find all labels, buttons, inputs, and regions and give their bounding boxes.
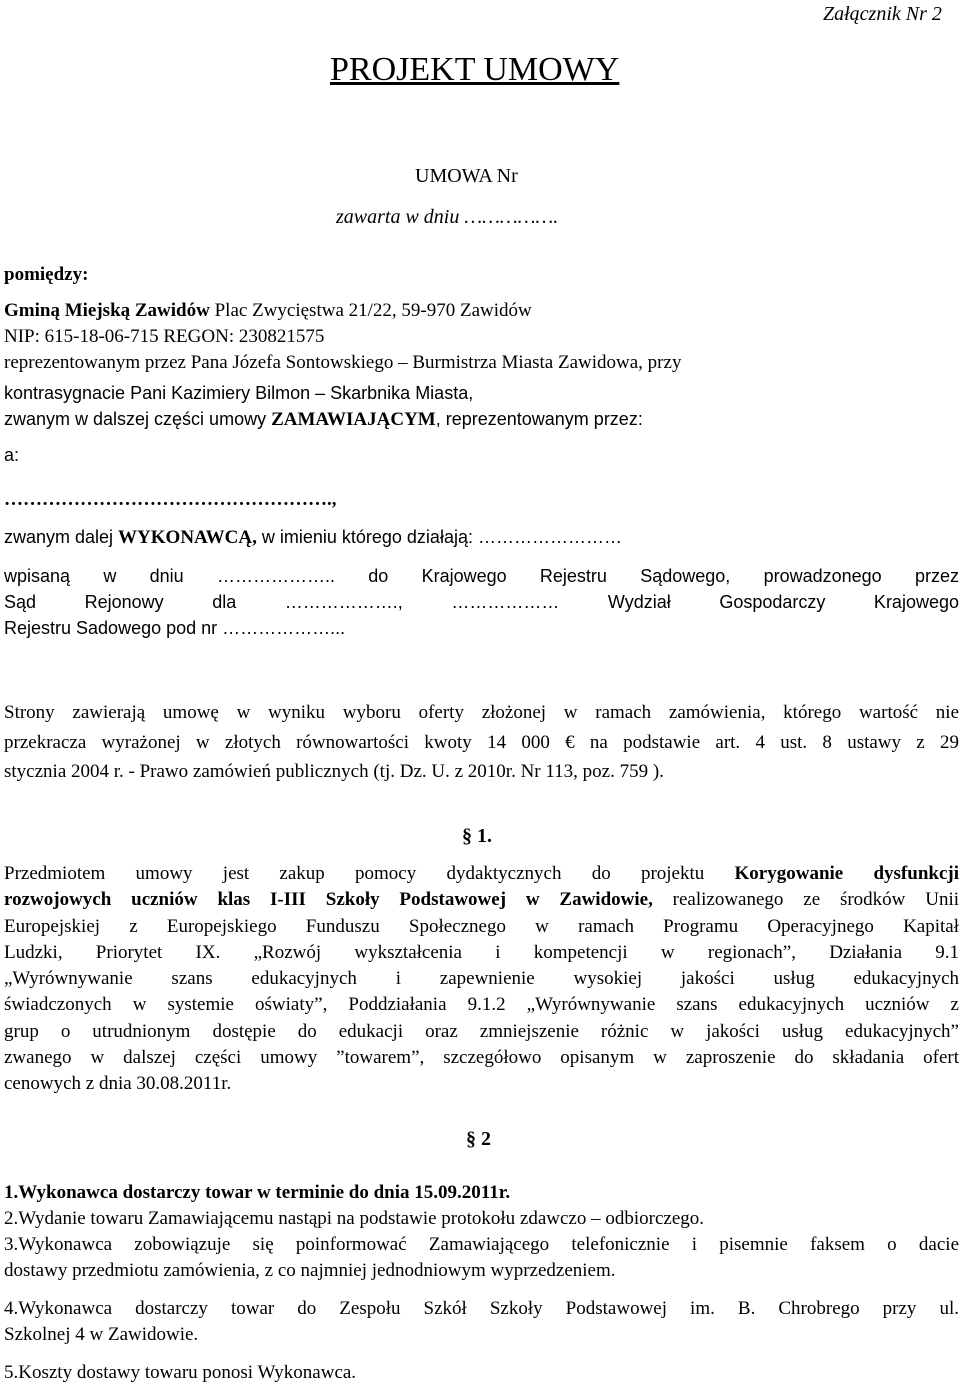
- section1-line2: [4, 887, 959, 913]
- party1-representative: reprezentowanym przez Pana Józefa Sontowskiego – Burmistrza Miasta Zawidowa, przy: [4, 352, 682, 373]
- section1-line5: „Wyrównywanie szans edukacyjnych i zapewnienie wysokiej jakości usług edukacyjnych: [4, 968, 959, 989]
- party1-role-suffix: , reprezentowanym przez:: [435, 409, 643, 429]
- party1-countersign: kontrasygnacie Pani Kazimiery Bilmon – Skarbnika Miasta,: [4, 383, 474, 403]
- party1-name: Gminą Miejską Zawidów: [4, 300, 210, 321]
- section1-line2-text: realizowanego ze środków Unii: [652, 889, 959, 910]
- party2-registry-line3: Rejestru Sadowego pod nr ………………...: [4, 618, 346, 638]
- party2-role-prefix: zwanym dalej: [4, 527, 119, 547]
- section1-line1-text: Przedmiotem umowy jest zakup pomocy dydaktycznych do projektu: [4, 863, 735, 884]
- contract-date: zawarta w dniu …………….: [336, 206, 559, 228]
- intro-line3: stycznia 2004 r. - Prawo zamówień publicznych (tj. Dz. U. z 2010r. Nr 113, poz. 759 ).: [4, 761, 664, 782]
- party1-role-prefix: zwanym w dalszej części umowy: [4, 409, 272, 429]
- document-title: PROJEKT UMOWY: [330, 51, 620, 88]
- between-label: pomiędzy:: [4, 264, 89, 285]
- intro-line2: przekracza wyrażonej w złotych równowartości kwoty 14 000 € na podstawie art. 4 ust. 8 ustawy z 29: [4, 732, 959, 753]
- party2-role: WYKONAWCĄ,: [118, 527, 257, 548]
- section1-line4: Ludzki, Priorytet IX. „Rozwój wykształcenia i kompetencji w regionach”, Działania 9.1: [4, 942, 959, 963]
- section2-point2: 2.Wydanie towaru Zamawiającemu nastąpi na podstawie protokołu zdawczo – odbiorczego.: [4, 1208, 705, 1229]
- section1-line6: świadczonych w systemie oświaty”, Poddziałania 9.1.2 „Wyrównywanie szans edukacyjnych uczniów z: [4, 994, 959, 1015]
- party1-name-line: [4, 298, 532, 324]
- contract-number: UMOWA Nr: [415, 165, 518, 187]
- intro-line1: Strony zawierają umowę w wyniku wyboru oferty złożonej w ramach zamówienia, którego wartość nie: [4, 702, 959, 723]
- section1-line8: zwanego w dalszej części umowy ”towarem”, szczegółowo opisanym w zaproszenie do składania ofert: [4, 1047, 959, 1068]
- section1-line1: [4, 861, 959, 887]
- section1-line3: Europejskiej z Europejskiego Funduszu Społecznego w ramach Programu Operacyjnego Kapitał: [4, 916, 959, 937]
- section2-point4-line1: 4.Wykonawca dostarczy towar do Zespołu Szkół Szkoły Podstawowej im. B. Chrobrego przy ul.: [4, 1298, 959, 1319]
- section1-line9: cenowych z dnia 30.08.2011r.: [4, 1073, 232, 1094]
- party2-placeholder: …………………………………………….,: [4, 489, 337, 510]
- section2-point4-line2: Szkolnej 4 w Zawidowie.: [4, 1324, 199, 1345]
- party1-role: ZAMAWIAJĄCYM: [271, 409, 436, 430]
- section2-heading: § 2: [466, 1128, 491, 1150]
- party2-role-line: [4, 524, 622, 551]
- section1-heading: § 1.: [462, 825, 492, 847]
- party1-ids: NIP: 615-18-06-715 REGON: 230821575: [4, 326, 325, 347]
- section2-point3-line2: dostawy przedmiotu zamówienia, z co najmniej jednodniowym wyprzedzeniem.: [4, 1260, 616, 1281]
- party1-address: Plac Zwycięstwa 21/22, 59-970 Zawidów: [209, 300, 532, 321]
- section2-point5: 5.Koszty dostawy towaru ponosi Wykonawca.: [4, 1362, 357, 1383]
- party1-and: a:: [4, 445, 20, 465]
- party2-registry-line2: Sąd Rejonowy dla ………………., ……………… Wydział Gospodarczy Krajowego: [4, 592, 959, 612]
- annex-label: Załącznik Nr 2: [823, 3, 942, 25]
- section2-point1: 1.Wykonawca dostarczy towar w terminie do dnia 15.09.2011r.: [4, 1182, 511, 1203]
- project-title-part2: rozwojowych uczniów klas I-III Szkoły Podstawowej w Zawidowie,: [4, 889, 653, 910]
- section2-point3-line1: 3.Wykonawca zobowiązuje się poinformować Zamawiającego telefonicznie i pisemnie faksem o dacie: [4, 1234, 959, 1255]
- section1-line7: grup o utrudnionym dostępie do edukacji oraz zmniejszenie różnic w jakości usług edukacyjnych”: [4, 1021, 959, 1042]
- party1-role-line: [4, 406, 643, 433]
- project-title-part1: Korygowanie dysfunkcji: [734, 863, 959, 884]
- party2-role-suffix: w imieniu którego działają: ……………………: [256, 527, 622, 547]
- party2-registry-line1: wpisaną w dniu ……………….. do Krajowego Rejestru Sądowego, prowadzonego przez: [4, 566, 959, 586]
